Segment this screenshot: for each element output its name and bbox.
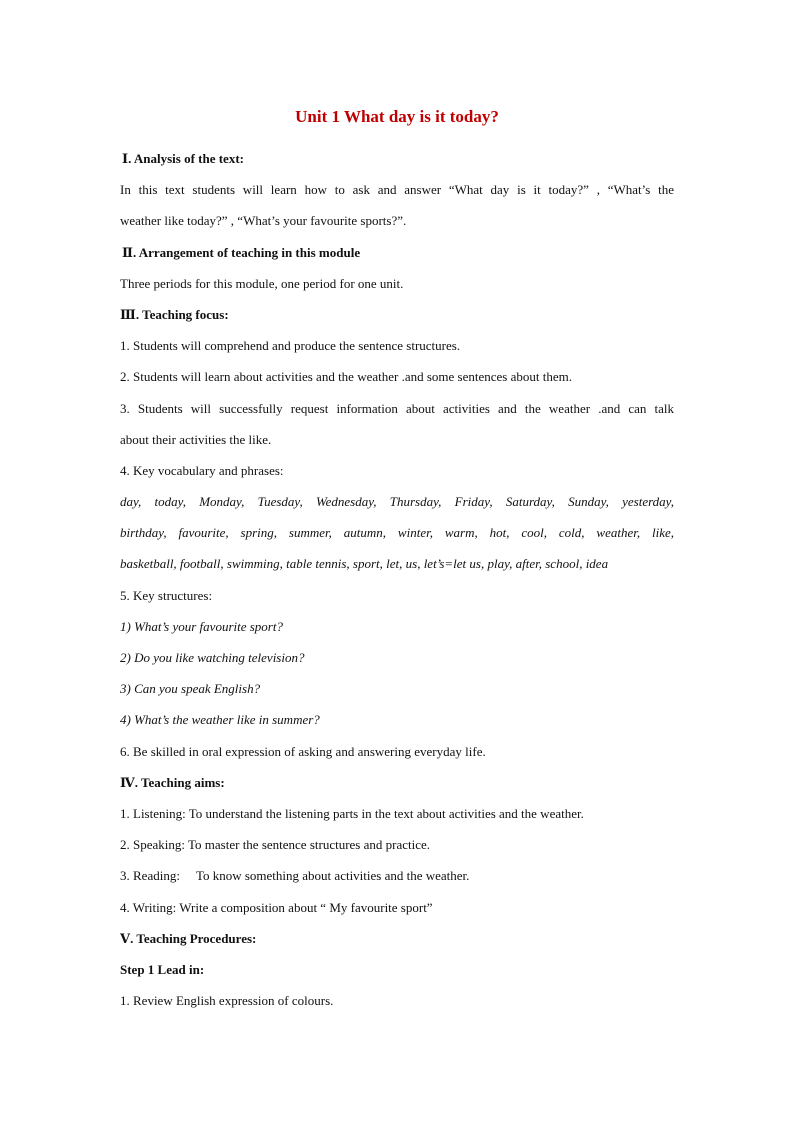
list-item: 3. Reading: To know something about activities and the weather. [120, 868, 470, 884]
vocabulary-line: day, today, Monday, Tuesday, Wednesday, Thursday, Friday, Saturday, Sunday, yesterday, [120, 494, 674, 510]
structure-item: 2) Do you like watching television? [120, 650, 305, 665]
structure-item: 3) Can you speak English? [120, 681, 261, 697]
section-heading-arrangement: Ⅱ. Arrangement of teaching in this module [122, 244, 361, 260]
list-item: 1. Listening: To understand the listening parts in the text about activities and the weather. [120, 805, 584, 821]
vocabulary-line: basketball, football, swimming, table tennis, sport, let, us, let’s=let us, play, after, school, idea [120, 556, 609, 572]
page-title: Unit 1 What day is it today? [295, 107, 499, 126]
list-item: 3. Students will successfully request information about activities and the weather .and can talk [120, 400, 674, 416]
list-item: 5. Key structures: [120, 587, 213, 603]
list-item: 4. Key vocabulary and phrases: [120, 462, 284, 478]
section-heading-aims: Ⅳ. Teaching aims: [120, 774, 225, 790]
step-heading: Step 1 Lead in: [120, 961, 205, 977]
section-heading-procedures: Ⅴ. Teaching Procedures: [120, 930, 257, 946]
list-item: 6. Be skilled in oral expression of asking and answering everyday life. [120, 743, 486, 759]
structure-item: 1) What’s your favourite sport? [120, 618, 283, 634]
paragraph-line: Three periods for this module, one period for one unit. [120, 275, 404, 291]
list-item: 1. Review English expression of colours. [120, 993, 334, 1009]
document-body [120, 143, 674, 1016]
paragraph-line: weather like today?” , “What’s your favourite sports?”. [120, 213, 407, 229]
structure-item: 4) What’s the weather like in summer? [120, 712, 320, 728]
section-heading-analysis: Ⅰ. Analysis of the text: [122, 151, 244, 166]
vocabulary-line: birthday, favourite, spring, summer, autumn, winter, warm, hot, cool, cold, weather, like, [120, 525, 674, 541]
list-item: 2. Students will learn about activities and the weather .and some sentences about them. [120, 369, 572, 385]
list-item-continuation: about their activities the like. [120, 431, 272, 447]
list-item: 1. Students will comprehend and produce the sentence structures. [120, 338, 461, 354]
section-heading-focus: Ⅲ. Teaching focus: [120, 306, 229, 322]
paragraph-line: In this text students will learn how to ask and answer “What day is it today?” , “What’s the [120, 182, 674, 198]
list-item: 2. Speaking: To master the sentence structures and practice. [120, 837, 431, 853]
list-item: 4. Writing: Write a composition about “ My favourite sport” [120, 899, 433, 915]
